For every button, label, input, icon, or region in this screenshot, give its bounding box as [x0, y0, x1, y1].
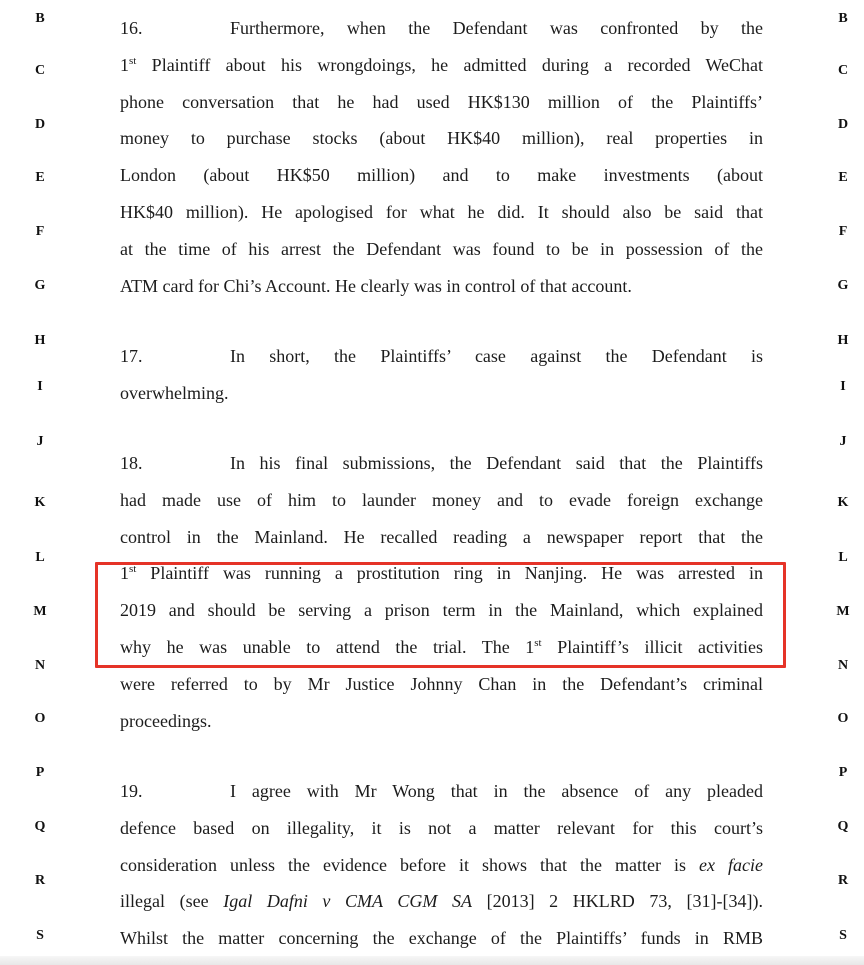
margin-letter-h-left: H	[34, 333, 46, 348]
margin-letter-p-right: P	[838, 765, 848, 780]
text-line	[120, 592, 763, 629]
text-segment: In short, the Plaintiffs’ case against the Defendant is	[230, 346, 763, 366]
margin-letter-c-right: C	[837, 63, 849, 78]
text-line	[120, 666, 763, 703]
text-line	[120, 47, 763, 84]
text-segment: ATM card for Chi’s Account. He clearly was in control of that account.	[120, 275, 632, 296]
margin-letter-o-right: O	[837, 711, 849, 726]
margin-letter-i-right: I	[840, 379, 846, 394]
margin-letter-g-left: G	[34, 278, 46, 293]
italic-text: Igal Dafni v CMA CGM SA	[223, 891, 472, 912]
text-line	[120, 375, 763, 412]
text-line	[120, 810, 763, 847]
text-segment: illegal (see	[120, 891, 224, 912]
paragraph-18	[120, 445, 763, 739]
margin-letter-q-left: Q	[34, 819, 46, 834]
text-segment: 1	[120, 563, 129, 584]
text-segment: overwhelming.	[120, 382, 229, 403]
ordinal-superscript: st	[129, 563, 137, 576]
paragraph-19	[120, 773, 763, 957]
paragraph-number: 18.	[120, 453, 143, 473]
text-segment: Whilst the matter concerning the exchange of the Plaintiffs’ funds in RMB	[120, 928, 763, 949]
text-line	[120, 773, 763, 810]
text-line	[120, 157, 763, 194]
text-segment: phone conversation that he had used HK$130 million of the Plaintiffs’	[120, 91, 763, 112]
margin-letter-g-right: G	[837, 278, 849, 293]
margin-letter-n-left: N	[34, 658, 46, 673]
paragraph-number: 16.	[120, 18, 143, 38]
text-segment: had made use of him to launder money and to evade foreign exchange	[120, 489, 763, 510]
margin-letter-j-right: J	[839, 434, 847, 449]
margin-letter-b-right: B	[838, 11, 848, 26]
text-segment: proceedings.	[120, 710, 212, 731]
text-segment: were referred to by Mr Justice Johnny Chan in the Defendant’s criminal	[120, 673, 763, 694]
margin-letter-q-right: Q	[837, 819, 849, 834]
margin-letter-o-left: O	[34, 711, 46, 726]
page-bottom-edge	[0, 956, 864, 965]
margin-letter-m-right: M	[836, 604, 850, 619]
margin-letter-b-left: B	[35, 11, 45, 26]
margin-letter-s-left: S	[36, 928, 44, 943]
paragraph-number: 17.	[120, 346, 143, 366]
text-segment: In his final submissions, the Defendant said that the Plaintiffs	[230, 453, 763, 473]
text-line	[120, 194, 763, 231]
margin-letter-d-right: D	[837, 117, 849, 132]
text-segment: defence based on illegality, it is not a matter relevant for this court’s	[120, 817, 763, 838]
margin-letter-e-left: E	[35, 170, 45, 185]
ordinal-superscript: st	[534, 636, 542, 649]
text-line	[120, 555, 763, 592]
margin-letter-d-left: D	[34, 117, 46, 132]
text-line	[120, 883, 763, 920]
text-segment: HK$40 million). He apologised for what he did. It should also be said that	[120, 201, 763, 222]
text-line	[120, 629, 763, 666]
text-line	[120, 338, 763, 375]
ordinal-superscript: st	[129, 54, 137, 67]
margin-letter-f-right: F	[838, 224, 848, 239]
text-line	[120, 84, 763, 121]
text-segment: why he was unable to attend the trial. The 1	[120, 636, 535, 657]
margin-letter-n-right: N	[837, 658, 849, 673]
text-line	[120, 231, 763, 268]
text-segment: 1	[120, 54, 129, 75]
margin-letter-l-right: L	[838, 550, 848, 565]
margin-letter-p-left: P	[35, 765, 45, 780]
text-line	[120, 268, 763, 305]
text-line	[120, 703, 763, 740]
italic-text: ex facie	[699, 854, 763, 875]
text-segment: Plaintiff about his wrongdoings, he admitted during a recorded WeChat	[136, 54, 763, 75]
margin-letter-m-left: M	[33, 604, 47, 619]
margin-letter-c-left: C	[34, 63, 46, 78]
margin-letter-j-left: J	[36, 434, 44, 449]
margin-letter-s-right: S	[839, 928, 847, 943]
text-line	[120, 482, 763, 519]
paragraph-number: 19.	[120, 781, 143, 801]
margin-letter-k-right: K	[837, 495, 849, 510]
text-segment: [2013] 2 HKLRD 73, [31]-[34]).	[471, 891, 763, 912]
margin-letter-i-left: I	[37, 379, 43, 394]
margin-letter-e-right: E	[838, 170, 848, 185]
margin-letter-l-left: L	[35, 550, 45, 565]
text-segment: 2019 and should be serving a prison term in the Mainland, which explained	[120, 600, 763, 621]
text-segment: Plaintiff was running a prostitution ring in Nanjing. He was arrested in	[136, 563, 763, 584]
text-segment: Plaintiff’s illicit activities	[541, 636, 763, 657]
text-line	[120, 10, 763, 47]
text-segment: at the time of his arrest the Defendant was found to be in possession of the	[120, 238, 763, 259]
text-line	[120, 519, 763, 556]
text-line	[120, 847, 763, 884]
text-segment: money to purchase stocks (about HK$40 million), real properties in	[120, 128, 763, 149]
margin-letter-r-left: R	[34, 873, 46, 888]
paragraph-16	[120, 10, 763, 304]
margin-letter-k-left: K	[34, 495, 46, 510]
text-segment: London (about HK$50 million) and to make investments (about	[120, 165, 763, 186]
text-segment: control in the Mainland. He recalled reading a newspaper report that the	[120, 526, 763, 547]
text-line	[120, 120, 763, 157]
text-line	[120, 445, 763, 482]
paragraph-17	[120, 338, 763, 412]
text-segment: I agree with Mr Wong that in the absence of any pleaded	[230, 781, 763, 801]
margin-letter-h-right: H	[837, 333, 849, 348]
text-segment: Furthermore, when the Defendant was confronted by the	[230, 18, 763, 38]
text-segment: consideration unless the evidence before it shows that the matter is	[120, 854, 700, 875]
margin-letter-f-left: F	[35, 224, 45, 239]
margin-letter-r-right: R	[837, 873, 849, 888]
text-line	[120, 920, 763, 957]
